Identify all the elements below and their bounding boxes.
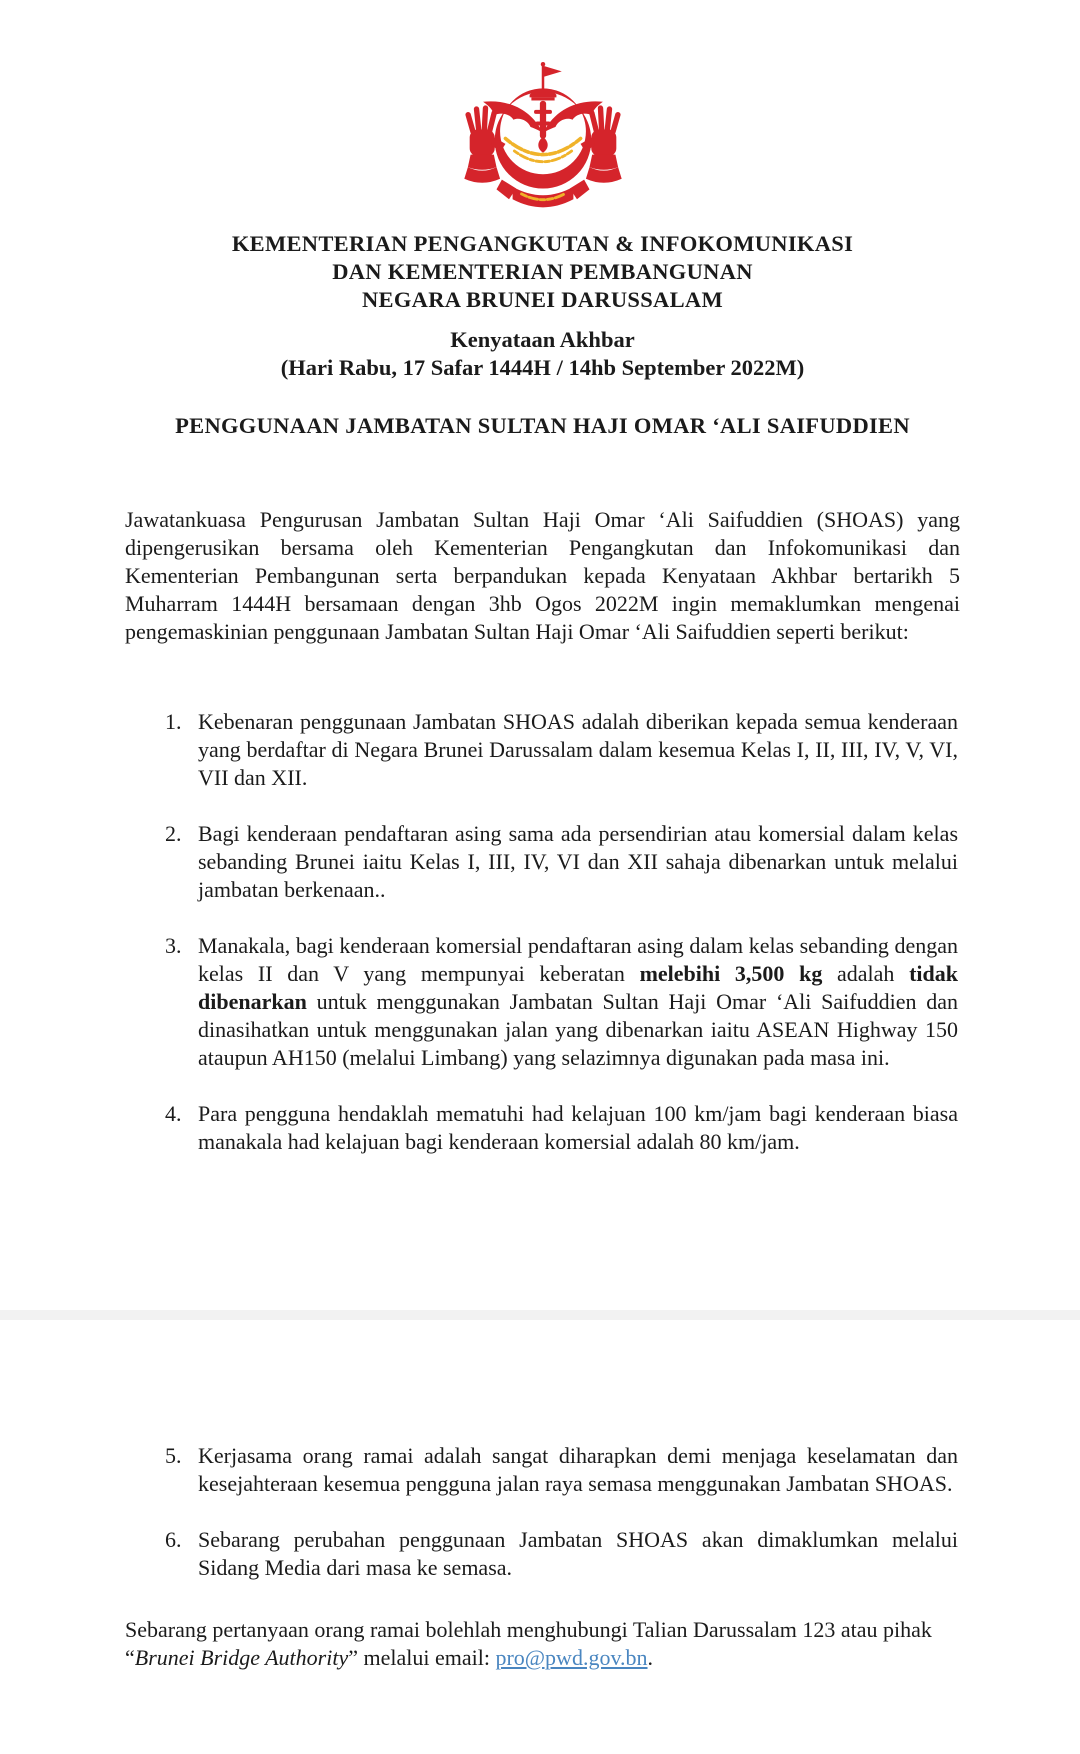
text-run: ” melalui email:	[348, 1645, 496, 1670]
list-item-number: 1.	[165, 709, 182, 734]
list-item-number: 5.	[165, 1443, 182, 1468]
statement-date: (Hari Rabu, 17 Safar 1444H / 14hb September 2022M)	[280, 355, 805, 380]
text-run: Manakala, bagi kenderaan komersial pendaftaran asing dalam kelas sebanding dengan kelas II dan V yang mempunyai keberatan	[198, 933, 958, 986]
statement-title: Kenyataan Akhbar	[450, 327, 635, 352]
list-item	[165, 1100, 960, 1156]
text-run: Bagi kenderaan pendaftaran asing sama ada persendirian atau komersial dalam kelas sebanding Brunei iaitu Kelas I, III, IV, VI dan XII sahaja dibenarkan untuk melalui jambatan berkenaan..	[198, 821, 958, 902]
list-item	[165, 1526, 960, 1582]
list-item	[165, 932, 960, 1072]
list-item-text	[198, 1100, 960, 1156]
list-item-number: 4.	[165, 1101, 182, 1126]
email-link[interactable]: pro@pwd.gov.bn	[495, 1645, 648, 1670]
list-item-text	[198, 1442, 960, 1498]
page-gap-spacer-2	[125, 1320, 960, 1442]
subject-title: PENGGUNAAN JAMBATAN SULTAN HAJI OMAR ‘ALI SAIFUDDIEN	[175, 413, 910, 438]
page-break-band	[0, 1310, 1080, 1320]
text-run: Para pengguna hendaklah mematuhi had kelajuan 100 km/jam bagi kenderaan biasa manakala had kelajuan bagi kenderaan komersial adalah 80 km/jam.	[198, 1101, 958, 1154]
statement-header	[125, 326, 960, 382]
text-run: untuk menggunakan Jambatan Sultan Haji Omar ‘Ali Saifuddien dan dinasihatkan untuk menggunakan jalan yang dibenarkan iaitu ASEAN Highway 150 ataupun AH150 (melalui Limbang) yang selazimnya digunakan pada masa ini.	[198, 989, 958, 1070]
list-item	[165, 708, 960, 792]
list-item-number: 3.	[165, 933, 182, 958]
italic-text-run: Brunei Bridge Authority	[134, 1645, 349, 1670]
ministry-line-3: NEGARA BRUNEI DARUSSALAM	[362, 287, 723, 312]
intro-paragraph: Jawatankuasa Pengurusan Jambatan Sultan Haji Omar ‘Ali Saifuddien (SHOAS) yang dipengerusikan bersama oleh Kementerian Pengangkutan dan Infokomunikasi dan Kementerian Pembangunan serta berpandukan kepada Kenyataan Akhbar bertarikh 5 Muharram 1444H bersamaan dengan 3hb Ogos 2022M ingin memaklumkan mengenai pengemaskinian penggunaan Jambatan Sultan Haji Omar ‘Ali Saifuddien seperti berikut:	[125, 507, 960, 644]
list-item-text	[198, 1526, 960, 1582]
page-gap-spacer	[125, 1156, 960, 1310]
brunei-national-emblem-icon	[438, 58, 648, 210]
crest-container	[125, 58, 960, 210]
text-run: Kebenaran penggunaan Jambatan SHOAS adalah diberikan kepada semua kenderaan yang berdaftar di Negara Brunei Darussalam dalam kesemua Kelas I, II, III, IV, V, VI, VII dan XII.	[198, 709, 958, 790]
list-item-text	[198, 932, 960, 1072]
ministry-line-1: KEMENTERIAN PENGANGKUTAN & INFOKOMUNIKASI	[231, 231, 854, 256]
bold-text-run: melebihi 3,500 kg	[639, 961, 823, 986]
text-run: adalah	[822, 961, 910, 986]
text-run: Sebarang perubahan penggunaan Jambatan SHOAS akan dimaklumkan melalui Sidang Media dari masa ke semasa.	[198, 1527, 958, 1580]
ministry-header	[125, 230, 960, 314]
numbered-list-page-1	[125, 708, 960, 1156]
footer-contact-paragraph	[125, 1616, 960, 1672]
ministry-line-2: DAN KEMENTERIAN PEMBANGUNAN	[332, 259, 753, 284]
text-run: Kerjasama orang ramai adalah sangat diharapkan demi menjaga keselamatan dan kesejahteraan kesemua pengguna jalan raya semasa menggunakan Jambatan SHOAS.	[198, 1443, 958, 1496]
list-item	[165, 820, 960, 904]
text-run: .	[647, 1645, 654, 1670]
list-item-number: 6.	[165, 1527, 182, 1552]
list-item-number: 2.	[165, 821, 182, 846]
list-item-text	[198, 820, 960, 904]
numbered-list-page-2	[125, 1442, 960, 1582]
list-item	[165, 1442, 960, 1498]
bold-text-run: tidak dibenarkan	[198, 961, 959, 1014]
list-item-text	[198, 708, 960, 792]
text-run: Sebarang pertanyaan orang ramai bolehlah menghubungi Talian Darussalam 123 atau pihak “	[125, 1617, 932, 1670]
